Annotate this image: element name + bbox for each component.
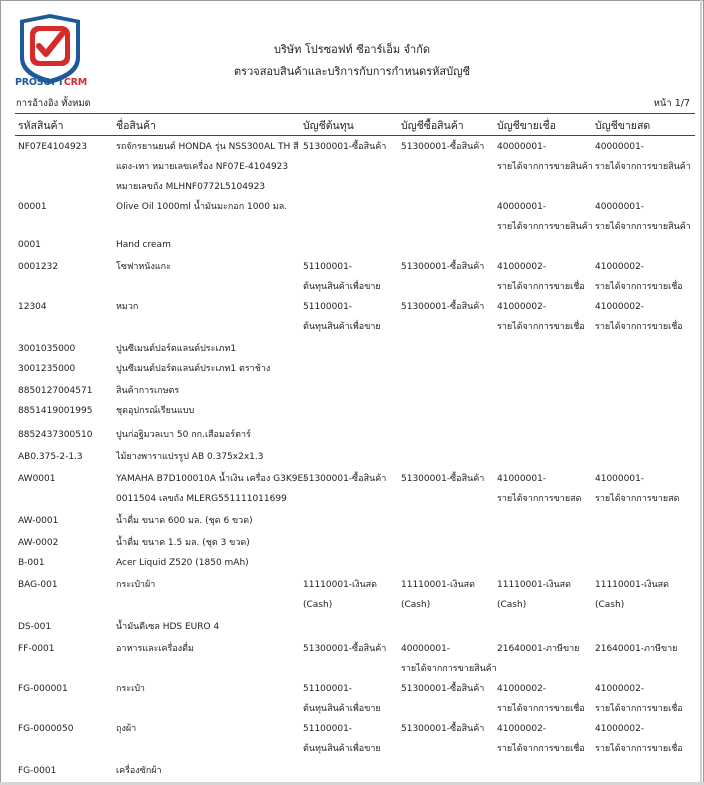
column-header-cost-account: บัญชีต้นทุน bbox=[303, 120, 354, 132]
cell-cost-account: 51300001-ซื้อสินค้า bbox=[303, 142, 387, 152]
cell-cost-account: 51100001- bbox=[303, 684, 353, 694]
cell-name: ชุดอุปกรณ์เรียนแบบ bbox=[116, 406, 195, 416]
cell-name: Acer Liquid Z520 (1850 mAh) bbox=[116, 558, 249, 568]
header-rule-bottom bbox=[15, 135, 695, 136]
cell-code: DS-001 bbox=[18, 622, 52, 632]
cell-credit-sales-account: 40000001- bbox=[497, 202, 547, 212]
cell-cash-sales-account: 41000002- bbox=[595, 684, 645, 694]
cell-code: 12304 bbox=[18, 302, 47, 312]
cell-name: ปูนก่อฐิมวลเบา 50 กก.เสือมอร์ตาร์ bbox=[116, 430, 251, 440]
cell-code: 8850127004571 bbox=[18, 386, 93, 396]
cell-cash-sales-account: 40000001- bbox=[595, 142, 645, 152]
cell-credit-sales-account: 41000002- bbox=[497, 724, 547, 734]
cell-name: อาหารและเครื่องดื่ม bbox=[116, 644, 194, 654]
cell-name: กระเป๋า bbox=[116, 684, 145, 694]
cell-name: หมายเลขถัง MLHNF0772L5104923 bbox=[116, 182, 266, 192]
cell-code: NF07E4104923 bbox=[18, 142, 88, 152]
cell-credit-sales-account: 40000001- bbox=[497, 142, 547, 152]
cell-code: 8852437300510 bbox=[18, 430, 93, 440]
cell-credit-sales-account: รายได้จากการขายเชื่อ bbox=[497, 704, 585, 714]
cell-credit-sales-account: รายได้จากการขายสินค้า bbox=[497, 162, 593, 172]
company-name: บริษัท โปรซอฟท์ ซีอาร์เอ็ม จำกัด bbox=[274, 43, 430, 56]
cell-cost-account: 51300001-ซื้อสินค้า bbox=[303, 474, 387, 484]
cell-name: น้ำดื่ม ขนาด 600 มล. (ชุด 6 ขวด) bbox=[116, 516, 253, 526]
cell-name: 0011504 เลขถัง MLERG551111011699 bbox=[116, 494, 287, 504]
cell-cash-sales-account: รายได้จากการขายสินค้า bbox=[595, 222, 691, 232]
cell-cash-sales-account: รายได้จากการขายเชื่อ bbox=[595, 322, 683, 332]
document-shadow-right bbox=[700, 0, 702, 785]
page-number: หน้า 1/7 bbox=[653, 98, 690, 109]
cell-name: ปูนซีเมนต์ปอร์ตแลนด์ประเภท1 bbox=[116, 344, 237, 354]
cell-name: YAMAHA B7D100010A น้ำเงิน เครื่อง G3K9E- bbox=[116, 474, 307, 484]
cell-cost-account: ต้นทุนสินค้าเพื่อขาย bbox=[303, 282, 381, 292]
cell-name: สินค้าการเกษตร bbox=[116, 386, 180, 396]
cell-code: AW0001 bbox=[18, 474, 56, 484]
cell-purchase-account: 51300001-ซื้อสินค้า bbox=[401, 724, 485, 734]
cell-cost-account: ต้นทุนสินค้าเพื่อขาย bbox=[303, 322, 381, 332]
cell-purchase-account: 11110001-เงินสด bbox=[401, 580, 476, 590]
cell-code: FG-000001 bbox=[18, 684, 68, 694]
cell-credit-sales-account: (Cash) bbox=[497, 600, 527, 610]
cell-purchase-account: 51300001-ซื้อสินค้า bbox=[401, 684, 485, 694]
cell-code: 00001 bbox=[18, 202, 47, 212]
cell-cash-sales-account: (Cash) bbox=[595, 600, 625, 610]
cell-code: AW-0001 bbox=[18, 516, 59, 526]
cell-name: รถจักรยานยนต์ HONDA รุ่น NSS300AL TH สี bbox=[116, 142, 299, 152]
cell-code: 0001232 bbox=[18, 262, 59, 272]
cell-name: ไม้ยางพาราแปรรูป AB 0.375x2x1.3 bbox=[116, 452, 264, 462]
cell-purchase-account: 40000001- bbox=[401, 644, 451, 654]
cell-name: หมวก bbox=[116, 302, 139, 312]
header-rule-top bbox=[15, 113, 695, 114]
cell-code: 8851419001995 bbox=[18, 406, 93, 416]
cell-name: ปูนซีเมนต์ปอร์ตแลนด์ประเภท1 ตราช้าง bbox=[116, 364, 271, 374]
cell-purchase-account: 51300001-ซื้อสินค้า bbox=[401, 302, 485, 312]
column-header-cash-sales-account: บัญชีขายสด bbox=[595, 120, 651, 132]
cell-name: ถุงผ้า bbox=[116, 724, 137, 734]
report-title: ตรวจสอบสินค้าและบริการกับการกำหนดรหัสบัญชี bbox=[234, 65, 470, 78]
cell-name: น้ำดื่ม ขนาด 1.5 มล. (ชุด 3 ขวด) bbox=[116, 538, 250, 548]
cell-cash-sales-account: รายได้จากการขายเชื่อ bbox=[595, 282, 683, 292]
cell-code: 3001235000 bbox=[18, 364, 76, 374]
cell-cost-account: (Cash) bbox=[303, 600, 333, 610]
cell-purchase-account: (Cash) bbox=[401, 600, 431, 610]
logo-wordmark: PROSOFTCRM bbox=[15, 77, 87, 88]
cell-name: Hand cream bbox=[116, 240, 171, 250]
cell-credit-sales-account: 41000002- bbox=[497, 262, 547, 272]
cell-credit-sales-account: รายได้จากการขายสด bbox=[497, 494, 582, 504]
cell-credit-sales-account: รายได้จากการขายสินค้า bbox=[497, 222, 593, 232]
cell-credit-sales-account: รายได้จากการขายเชื่อ bbox=[497, 322, 585, 332]
cell-credit-sales-account: 41000002- bbox=[497, 302, 547, 312]
cell-cost-account: 51100001- bbox=[303, 302, 353, 312]
cell-code: 0001 bbox=[18, 240, 41, 250]
cell-credit-sales-account: 11110001-เงินสด bbox=[497, 580, 572, 590]
cell-purchase-account: 51300001-ซื้อสินค้า bbox=[401, 474, 485, 484]
cell-cost-account: 51100001- bbox=[303, 724, 353, 734]
cell-cash-sales-account: 41000002- bbox=[595, 262, 645, 272]
cell-cash-sales-account: รายได้จากการขายสด bbox=[595, 494, 680, 504]
cell-credit-sales-account: รายได้จากการขายเชื่อ bbox=[497, 282, 585, 292]
cell-code: AB0.375-2-1.3 bbox=[18, 452, 83, 462]
cell-credit-sales-account: รายได้จากการขายเชื่อ bbox=[497, 744, 585, 754]
cell-cash-sales-account: รายได้จากการขายสินค้า bbox=[595, 162, 691, 172]
cell-credit-sales-account: 41000002- bbox=[497, 684, 547, 694]
cell-name: เครื่องซักผ้า bbox=[116, 766, 162, 776]
cell-cash-sales-account: 41000002- bbox=[595, 724, 645, 734]
cell-cash-sales-account: รายได้จากการขายเชื่อ bbox=[595, 704, 683, 714]
column-header-credit-sales-account: บัญชีขายเชื่อ bbox=[497, 120, 556, 132]
cell-cash-sales-account: รายได้จากการขายเชื่อ bbox=[595, 744, 683, 754]
cell-cash-sales-account: 11110001-เงินสด bbox=[595, 580, 670, 590]
cell-cost-account: ต้นทุนสินค้าเพื่อขาย bbox=[303, 744, 381, 754]
cell-cost-account: 11110001-เงินสด bbox=[303, 580, 378, 590]
cell-purchase-account: 51300001-ซื้อสินค้า bbox=[401, 262, 485, 272]
cell-code: B-001 bbox=[18, 558, 45, 568]
cell-name: น้ำมันดีเซล HDS EURO 4 bbox=[116, 622, 220, 632]
cell-cash-sales-account: 40000001- bbox=[595, 202, 645, 212]
cell-cost-account: ต้นทุนสินค้าเพื่อขาย bbox=[303, 704, 381, 714]
cell-purchase-account: รายได้จากการขายสินค้า bbox=[401, 664, 497, 674]
cell-cash-sales-account: 41000002- bbox=[595, 302, 645, 312]
column-header-purchase-account: บัญชีซื้อสินค้า bbox=[401, 120, 464, 132]
cell-code: FF-0001 bbox=[18, 644, 55, 654]
cell-code: AW-0002 bbox=[18, 538, 59, 548]
cell-cash-sales-account: 41000001- bbox=[595, 474, 645, 484]
cell-name: กระเป๋าผ้า bbox=[116, 580, 156, 590]
cell-credit-sales-account: 41000001- bbox=[497, 474, 547, 484]
reference-filter: การอ้างอิง ทั้งหมด bbox=[16, 98, 91, 109]
column-header-name: ชื่อสินค้า bbox=[116, 120, 156, 132]
cell-cash-sales-account: 21640001-ภาษีขาย bbox=[595, 644, 678, 654]
cell-name: Olive Oil 1000ml น้ำมันมะกอก 1000 มล. bbox=[116, 202, 288, 212]
cell-name: แดง-เทา หมายเลขเครื่อง NF07E-4104923 bbox=[116, 162, 289, 172]
cell-credit-sales-account: 21640001-ภาษีขาย bbox=[497, 644, 580, 654]
cell-cost-account: 51300001-ซื้อสินค้า bbox=[303, 644, 387, 654]
cell-cost-account: 51100001- bbox=[303, 262, 353, 272]
cell-purchase-account: 51300001-ซื้อสินค้า bbox=[401, 142, 485, 152]
cell-code: 3001035000 bbox=[18, 344, 76, 354]
column-header-code: รหัสสินค้า bbox=[18, 120, 64, 132]
cell-name: โซฟาหนังแกะ bbox=[116, 262, 171, 272]
cell-code: FG-0001 bbox=[18, 766, 57, 776]
cell-code: BAG-001 bbox=[18, 580, 58, 590]
cell-code: FG-0000050 bbox=[18, 724, 74, 734]
